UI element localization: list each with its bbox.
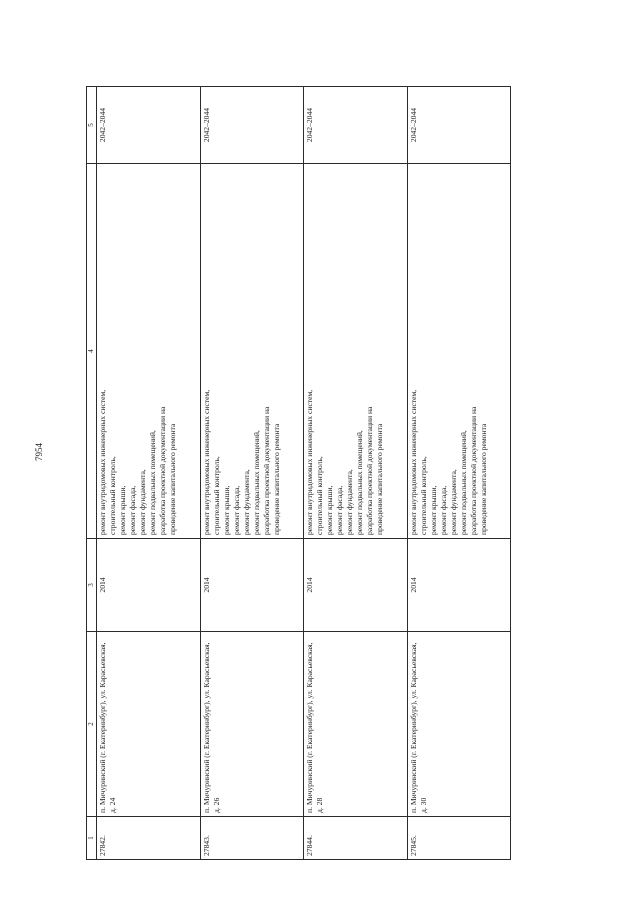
work-item: ремонт внутридомовых инженерных систем, bbox=[201, 389, 211, 535]
work-item: разработка проектной документации на bbox=[158, 406, 168, 535]
table-row bbox=[304, 87, 407, 860]
work-item: проведение капитального ремонта bbox=[168, 423, 178, 535]
row-period: 2042–2044 bbox=[97, 87, 200, 164]
row-number: 27842. bbox=[97, 817, 200, 860]
repair-schedule-table bbox=[86, 86, 511, 860]
work-item: разработка проектной документации на bbox=[365, 406, 375, 535]
table-row bbox=[200, 87, 303, 860]
row-period: 2042–2044 bbox=[304, 87, 407, 164]
header-col-4: 4 bbox=[87, 164, 97, 539]
row-year: 2014 bbox=[200, 539, 303, 632]
work-item: строительный контроль, bbox=[211, 456, 221, 535]
work-item: строительный контроль, bbox=[108, 456, 118, 535]
row-address: п. Мичуринский (г. Екатеринбург), ул. Карасьевская, д. 26 bbox=[200, 632, 303, 817]
work-item: ремонт фасада, bbox=[128, 485, 138, 535]
work-item: ремонт фундамента, bbox=[345, 469, 355, 535]
row-works bbox=[304, 164, 407, 539]
work-item: ремонт крыши, bbox=[325, 485, 335, 535]
row-address: п. Мичуринский (г. Екатеринбург), ул. Карасьевская, д. 30 bbox=[407, 632, 510, 817]
row-works bbox=[200, 164, 303, 539]
header-row bbox=[87, 87, 97, 860]
work-item: ремонт внутридомовых инженерных систем, bbox=[98, 389, 108, 535]
header-col-1: 1 bbox=[87, 817, 97, 860]
work-item: ремонт подвальных помещений, bbox=[251, 430, 261, 535]
work-item: строительный контроль, bbox=[418, 456, 428, 535]
work-item: ремонт фундамента, bbox=[241, 469, 251, 535]
work-item: ремонт фасада, bbox=[231, 485, 241, 535]
row-period: 2042–2044 bbox=[200, 87, 303, 164]
row-address: п. Мичуринский (г. Екатеринбург), ул. Карасьевская, д. 24 bbox=[97, 632, 200, 817]
work-item: строительный контроль, bbox=[315, 456, 325, 535]
row-period: 2042–2044 bbox=[407, 87, 510, 164]
header-col-2: 2 bbox=[87, 632, 97, 817]
table-row bbox=[407, 87, 510, 860]
table-row bbox=[97, 87, 200, 860]
header-col-5: 5 bbox=[87, 87, 97, 164]
work-item: ремонт крыши, bbox=[428, 485, 438, 535]
work-item: разработка проектной документации на bbox=[261, 406, 271, 535]
work-item: проведение капитального ремонта bbox=[375, 423, 385, 535]
row-year: 2014 bbox=[407, 539, 510, 632]
row-works bbox=[97, 164, 200, 539]
work-item: проведение капитального ремонта bbox=[478, 423, 488, 535]
header-col-3: 3 bbox=[87, 539, 97, 632]
work-item: ремонт фасада, bbox=[335, 485, 345, 535]
row-address: п. Мичуринский (г. Екатеринбург), ул. Карасьевская, д. 28 bbox=[304, 632, 407, 817]
work-item: ремонт фундамента, bbox=[138, 469, 148, 535]
page-number: 7954 bbox=[34, 443, 44, 461]
row-year: 2014 bbox=[304, 539, 407, 632]
work-item: ремонт подвальных помещений, bbox=[355, 430, 365, 535]
work-item: ремонт фундамента, bbox=[448, 469, 458, 535]
work-item: проведение капитального ремонта bbox=[271, 423, 281, 535]
row-number: 27844. bbox=[304, 817, 407, 860]
work-item: ремонт крыши, bbox=[221, 485, 231, 535]
row-year: 2014 bbox=[97, 539, 200, 632]
row-number: 27845. bbox=[407, 817, 510, 860]
work-item: ремонт внутридомовых инженерных систем, bbox=[408, 389, 418, 535]
work-item: ремонт фасада, bbox=[438, 485, 448, 535]
row-number: 27843. bbox=[200, 817, 303, 860]
work-item: ремонт крыши, bbox=[118, 485, 128, 535]
work-item: ремонт подвальных помещений, bbox=[148, 430, 158, 535]
work-item: ремонт подвальных помещений, bbox=[458, 430, 468, 535]
work-item: разработка проектной документации на bbox=[468, 406, 478, 535]
row-works bbox=[407, 164, 510, 539]
work-item: ремонт внутридомовых инженерных систем, bbox=[305, 389, 315, 535]
